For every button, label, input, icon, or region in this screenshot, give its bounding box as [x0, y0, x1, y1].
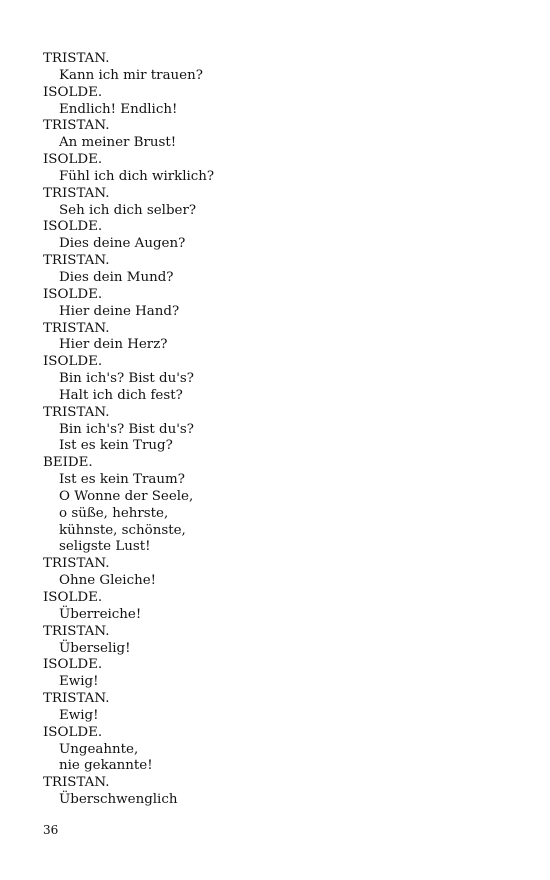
page-number: 36: [43, 823, 59, 837]
speaker-name: ISOLDE.: [43, 590, 103, 605]
verse-line: Dies dein Mund?: [59, 269, 174, 285]
speaker-name: TRISTAN.: [43, 404, 110, 420]
speaker-name: ISOLDE.: [43, 657, 103, 673]
speaker-name: TRISTAN.: [43, 556, 110, 572]
verse-line: Überschwenglich: [59, 792, 178, 808]
verse-line: Halt ich dich fest?: [59, 387, 183, 403]
verse-line: An meiner Brust!: [59, 135, 177, 151]
verse-line: Hier dein Herz?: [59, 337, 168, 353]
speaker-name: ISOLDE.: [43, 84, 103, 100]
verse-line: Überselig!: [59, 640, 131, 656]
speaker-name: ISOLDE.: [43, 219, 103, 235]
verse-line: Seh ich dich selber?: [59, 202, 197, 218]
verse-line: Ist es kein Trug?: [59, 438, 173, 454]
verse-line: Hier deine Hand?: [59, 303, 180, 319]
speaker-name: TRISTAN.: [43, 185, 110, 201]
page-text: [43, 51, 523, 809]
verse-line: Bin ich's? Bist du's?: [59, 371, 194, 387]
speaker-name: TRISTAN.: [43, 775, 110, 791]
verse-line: Endlich! Endlich!: [59, 101, 178, 117]
speaker-name: TRISTAN.: [43, 118, 110, 134]
speaker-name: TRISTAN.: [43, 320, 110, 336]
verse-line: Kann ich mir trauen?: [59, 67, 203, 83]
verse-line: Bin ich's? Bist du's?: [59, 421, 194, 437]
verse-line: o süße, hehrste,: [59, 505, 169, 521]
speaker-name: TRISTAN.: [43, 623, 110, 639]
verse-line: Dies deine Augen?: [59, 236, 186, 252]
verse-line: Fühl ich dich wirklich?: [59, 168, 215, 184]
verse-line: Ungeahnte,: [59, 741, 139, 757]
verse-line: Ohne Gleiche!: [59, 573, 157, 589]
verse-line: Ewig!: [59, 674, 99, 690]
verse-line: O Wonne der Seele,: [59, 488, 194, 504]
verse-line: nie gekannte!: [59, 758, 153, 774]
speaker-name: ISOLDE.: [43, 152, 103, 168]
speaker-name: ISOLDE.: [43, 286, 103, 302]
speaker-name: ISOLDE.: [43, 724, 103, 740]
speaker-name: TRISTAN.: [43, 51, 110, 66]
speaker-name: TRISTAN.: [43, 253, 110, 269]
speaker-name: BEIDE.: [43, 455, 93, 471]
verse-line: Ist es kein Traum?: [59, 472, 185, 488]
speaker-name: ISOLDE.: [43, 354, 103, 370]
speaker-name: TRISTAN.: [43, 691, 110, 707]
verse-line: kühnste, schönste,: [59, 522, 186, 538]
verse-line: Überreiche!: [59, 606, 142, 622]
verse-line: seligste Lust!: [59, 539, 151, 555]
verse-line: Ewig!: [59, 707, 99, 723]
